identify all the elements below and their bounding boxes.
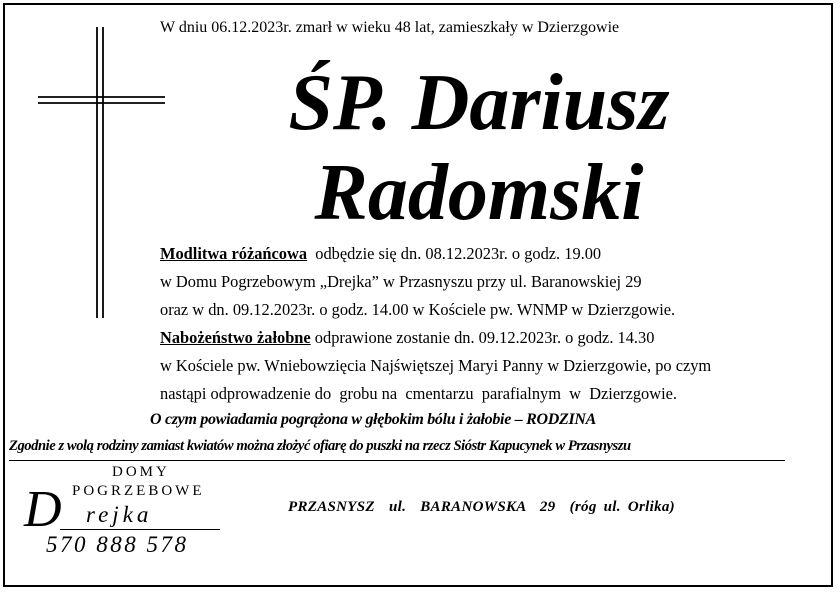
family-closing: O czym powiadamia pogrążona w głębokim bólu i żałobie – RODZINA [150,411,597,428]
deceased-last-name: Radomski [314,149,644,237]
funeral-home-address: PRZASNYSZ ul. BARANOWSKA 29 (róg ul. Orlika) [288,499,675,515]
logo-line-domy: DOMY [112,464,170,480]
logo-initial: D [24,482,62,534]
divider [9,460,785,461]
ceremony-line [160,272,642,292]
ceremony-text: w Kościele pw. Wniebowzięcia Najświętszej Maryi Panny w Dzierzgowie, po czym [160,356,712,375]
cross-icon [0,0,180,340]
ceremony-text: odprawione zostanie dn. 09.12.2023r. o godz. 14.30 [310,328,655,347]
ceremony-line [160,356,711,376]
donation-wish: Zgodnie z wolą rodziny zamiast kwiatów można złożyć ofiarę do puszki na rzecz Sióstr Kapucynek w Przasnyszu [9,438,631,454]
logo-name: rejka [86,502,153,527]
deceased-first-name: ŚP. Dariusz [288,59,670,147]
ceremony-text: odbędzie się dn. 08.12.2023r. o godz. 19.00 [307,244,602,263]
logo-divider [60,529,220,530]
mass-heading: Nabożeństwo żałobne [160,328,311,347]
ceremony-line [160,244,601,264]
phone-number: 570 888 578 [46,532,189,557]
logo-line-pogrzebowe: POGRZEBOWE [72,483,205,499]
ceremony-text: w Domu Pogrzebowym „Drejka” w Przasnyszu przy ul. Baranowskiej 29 [160,272,642,291]
death-announcement: W dniu 06.12.2023r. zmarł w wieku 48 lat, zamieszkały w Dzierzgowie [160,19,620,36]
rosary-heading: Modlitwa różańcowa [160,244,308,263]
ceremony-line [160,328,654,348]
ceremony-text: nastąpi odprowadzenie do grobu na cmentarzu parafialnym w Dzierzgowie. [160,384,678,403]
ceremony-line [160,384,677,404]
ceremony-line [160,300,675,320]
ceremony-text: oraz w dn. 09.12.2023r. o godz. 14.00 w Kościele pw. WNMP w Dzierzgowie. [160,300,676,319]
